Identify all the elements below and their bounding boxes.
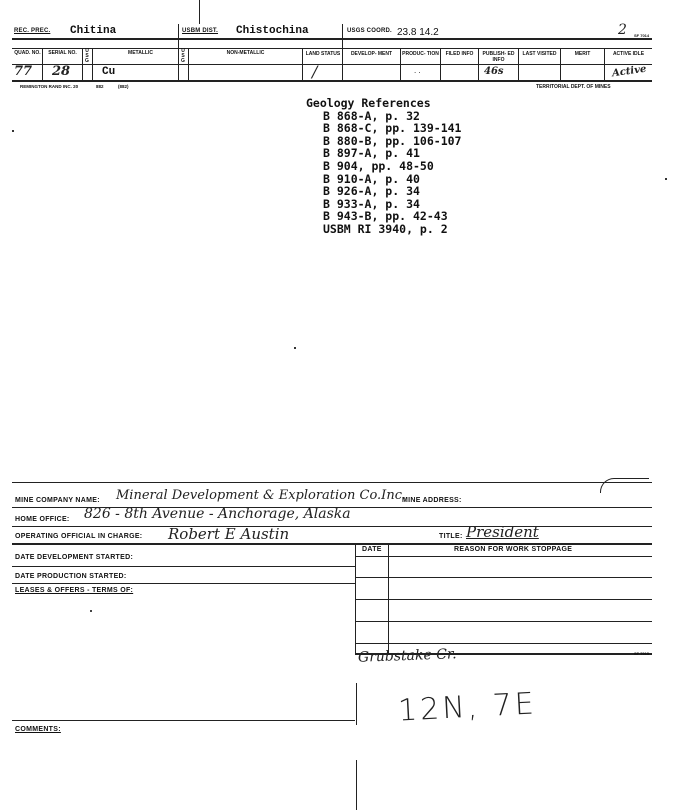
row-serial: 28 xyxy=(52,64,71,79)
comments-label: COMMENTS: xyxy=(15,726,61,733)
date-column-label: DATE xyxy=(362,546,382,553)
grubstake-note: Grubstake Cr. xyxy=(357,646,457,666)
row-active: Active xyxy=(611,63,648,80)
leases-offers-label: LEASES & OFFERS - TERMS OF: xyxy=(15,587,134,594)
divider xyxy=(356,683,357,725)
usbm-dist-label: USBM DIST. xyxy=(182,28,219,34)
reference-item: B 880-B, pp. 106-107 xyxy=(323,133,462,148)
reference-item: B 926-A, p. 34 xyxy=(323,184,420,199)
form-code: SF 7014 xyxy=(634,33,650,38)
col-development: DEVELOP- MENT xyxy=(350,51,393,57)
home-office-label: HOME OFFICE: xyxy=(15,516,70,523)
form-code-bottom: SF 7015 xyxy=(634,651,650,656)
table-row-line xyxy=(355,643,652,644)
col-quad: QUAD. NO. xyxy=(14,50,41,56)
footer-left: REMINGTON RAND INC. 20 xyxy=(20,84,79,89)
row-production: . . xyxy=(414,66,421,75)
table-row-line xyxy=(355,577,652,578)
speck xyxy=(12,130,14,132)
card-rule xyxy=(12,64,652,65)
card-rule xyxy=(12,80,652,82)
footer-code-2: (882) xyxy=(118,84,129,89)
row-land-status: / xyxy=(312,62,318,81)
operating-official-label: OPERATING OFFICIAL IN CHARGE: xyxy=(15,533,143,540)
col-usg: U S G xyxy=(85,48,89,64)
row-published: 46s xyxy=(484,66,504,77)
footer-right: TERRITORIAL DEPT. OF MINES xyxy=(536,84,611,90)
table-row-line xyxy=(355,621,652,622)
rec-prec-value: Chitina xyxy=(70,25,117,37)
reference-item: B 910-A, p. 40 xyxy=(323,171,420,186)
reference-item: B 933-A, p. 34 xyxy=(323,196,420,211)
card-rule xyxy=(12,566,355,567)
title-label: TITLE: xyxy=(439,533,463,540)
card-corner xyxy=(600,478,649,493)
references-heading: Geology References xyxy=(306,96,431,110)
rec-prec-label: REC. PREC. xyxy=(14,28,51,34)
usgs-coord-label: USGS COORD. xyxy=(347,28,392,34)
reference-item: B 943-B, pp. 42-43 xyxy=(323,209,448,224)
card-rule xyxy=(12,48,652,49)
mine-company-value: Mineral Development & Exploration Co.Inc. xyxy=(116,488,407,503)
col-nonmetallic: NON-METALLIC xyxy=(226,50,265,56)
col-published-info: PUBLISH- ED INFO xyxy=(482,51,515,63)
location-note: 12N, 7E xyxy=(397,686,538,729)
table-row-line xyxy=(355,599,652,600)
reference-item: B 897-A, p. 41 xyxy=(323,146,420,161)
date-production-label: DATE PRODUCTION STARTED: xyxy=(15,573,127,580)
speck xyxy=(294,347,296,349)
table-row-line xyxy=(355,556,652,557)
col-usg-2: U S G xyxy=(181,48,185,64)
reference-item: B 868-C, pp. 139-141 xyxy=(323,121,462,136)
col-merit: MERIT xyxy=(574,51,591,57)
col-land-status: LAND STATUS xyxy=(305,51,341,57)
corner-mark: 2 xyxy=(618,22,627,38)
col-last-visited: LAST VISITED xyxy=(522,51,557,57)
date-development-label: DATE DEVELOPMENT STARTED: xyxy=(15,554,134,561)
reference-item: B 904, pp. 48-50 xyxy=(323,158,434,173)
card-rule xyxy=(12,38,652,40)
col-production: PRODUC- TION xyxy=(402,51,439,57)
card-rule xyxy=(12,720,355,721)
card-rule xyxy=(12,482,652,483)
usgs-coord-value: 23.8 14.2 xyxy=(397,27,439,38)
mine-company-label: MINE COMPANY NAME: xyxy=(15,497,100,504)
card-rule xyxy=(12,583,355,584)
operating-official-value: Robert E Austin xyxy=(168,525,290,543)
geology-references xyxy=(306,97,461,236)
col-serial: SERIAL NO. xyxy=(48,50,77,56)
reference-item: USBM RI 3940, p. 2 xyxy=(323,221,448,236)
title-value: President xyxy=(466,523,539,541)
reason-column-label: REASON FOR WORK STOPPAGE xyxy=(454,546,573,553)
col-active-idle: ACTIVE IDLE xyxy=(612,51,645,57)
row-quad: 77 xyxy=(14,64,33,79)
top-tick xyxy=(199,0,200,24)
mine-address-label: MINE ADDRESS: xyxy=(402,497,462,504)
card-rule xyxy=(12,543,652,545)
col-metallic: METALLIC xyxy=(128,50,153,56)
reference-item: B 868-A, p. 32 xyxy=(323,108,420,123)
row-metallic: Cu xyxy=(102,66,116,78)
card-rule xyxy=(12,526,652,527)
speck xyxy=(90,610,92,612)
divider xyxy=(356,760,357,810)
speck xyxy=(665,178,667,180)
footer-code-1: 882 xyxy=(96,84,104,89)
col-filed-info: FILED INFO xyxy=(445,51,474,57)
home-office-value: 826 - 8th Avenue - Anchorage, Alaska xyxy=(84,506,351,522)
usbm-dist-value: Chistochina xyxy=(236,25,309,37)
